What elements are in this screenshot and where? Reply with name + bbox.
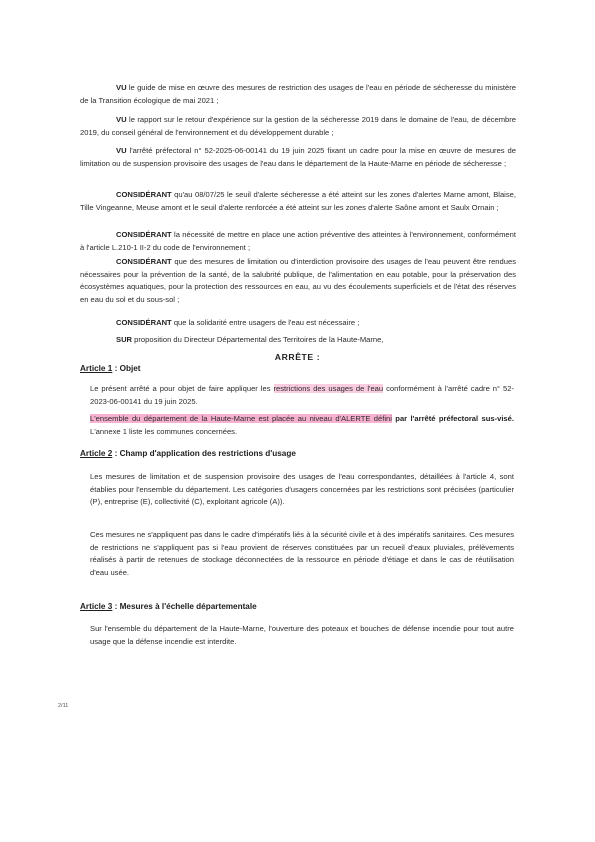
article-1-paragraph-1 xyxy=(90,383,514,408)
article-3-title: : Mesures à l'échelle départementale xyxy=(112,602,257,611)
considerant-keyword: CONSIDÉRANT xyxy=(116,230,172,239)
article-3-label: Article 3 xyxy=(80,602,113,611)
article-3-heading xyxy=(80,602,257,611)
article-2-paragraph-1 xyxy=(90,471,514,509)
vu-keyword: VU xyxy=(116,83,127,92)
highlighted-alerte-level: L'ensemble du département de la Haute-Marne est placée au niveau d'ALERTE défini xyxy=(90,414,392,423)
vu-guide-text: le guide de mise en œuvre des mesures de restriction des usages de l'eau en période de sécheresse du ministère de la Transition écologique de mai 2021 ; xyxy=(80,83,516,105)
article-3-paragraph-1 xyxy=(90,623,514,648)
article-1-title: : Objet xyxy=(112,364,141,373)
sur-keyword: SUR xyxy=(116,335,133,344)
article-2-title: : Champ d'application des restrictions d'usage xyxy=(112,449,296,458)
considerant-keyword: CONSIDÉRANT xyxy=(116,318,172,327)
article-2-heading xyxy=(80,449,296,458)
sur-proposition-text: proposition du Directeur Départemental des Territoires de la Haute-Marne, xyxy=(132,335,384,344)
vu-keyword: VU xyxy=(116,146,127,155)
considerant-seuil-paragraph xyxy=(80,189,516,214)
article-1-text-a: Le présent arrêté a pour objet de faire appliquer les xyxy=(90,384,274,393)
considerant-keyword: CONSIDÉRANT xyxy=(116,190,172,199)
considerant-necessite-text: la nécessité de mettre en place une action préventive des atteintes à l'environnement, conformément à l'article L.210-1 II-2 du code de l'environnement ; xyxy=(80,230,516,252)
considerant-solidarite-text: que la solidarité entre usagers de l'eau est nécessaire ; xyxy=(171,318,360,327)
vu-arrete-paragraph xyxy=(80,145,516,170)
vu-keyword: VU xyxy=(116,115,127,124)
annexe-note: L'annexe 1 liste les communes concernées. xyxy=(90,426,238,436)
article-1-bold-text: par l'arrêté préfectoral sus-visé. xyxy=(391,414,514,423)
article-2-text-1: Les mesures de limitation et de suspension provisoire des usages de l'eau correspondantes, détaillées à l'article 4, sont établies pour l'ensemble du département. Les catégories d'usagers concernées par les restrictions sont précisées (particulier (P), entreprise (E), collectivité (C), exploitant agricole (A)). xyxy=(90,472,514,507)
article-1-label: Article 1 xyxy=(80,364,113,373)
considerant-mesures-text: que des mesures de limitation ou d'interdiction provisoire des usages de l'eau peuvent être rendues nécessaires pour la prévention de la santé, de la salubrité publique, de l'alimentation en eau potable, pour la préservation des écosystèmes aquatiques, pour la protection des ressources en eau, au vu des écoulements superficiels et de l'état des réserves en eau du sol et du sous-sol ; xyxy=(80,257,516,304)
vu-guide-paragraph xyxy=(80,82,516,107)
article-1-paragraph-2 xyxy=(90,413,514,438)
article-1-text-b: conformément à l'arrêté cadre n° 52-2023-06-00141 du 19 juin 2025. xyxy=(90,384,514,406)
considerant-mesures-paragraph xyxy=(80,256,516,306)
article-2-label: Article 2 xyxy=(80,449,113,458)
considerant-keyword: CONSIDÉRANT xyxy=(116,257,172,266)
considerant-solidarite-paragraph xyxy=(80,317,516,330)
vu-arrete-text: l'arrêté préfectoral n° 52-2025-06-00141 du 19 juin 2025 fixant un cadre pour la mise en œuvre de mesures de limitation ou de suspension provisoire des usages de l'eau dans le département de la Haute-Marne en période de sécheresse ; xyxy=(80,146,516,168)
arrete-heading: ARRÊTE : xyxy=(274,352,321,362)
page-number: 2/11 xyxy=(58,703,69,709)
sur-proposition-paragraph xyxy=(80,334,516,347)
vu-rapport-paragraph xyxy=(80,114,516,139)
article-1-heading xyxy=(80,364,141,373)
considerant-seuil-text: qu'au 08/07/25 le seuil d'alerte sécheresse a été atteint sur les zones d'alertes Marne amont, Blaise, Tille Vingeanne, Meuse amont et le seuil d'alerte renforcée a été atteint sur les zones d'alerte Saône amont et Saulx Ornain ; xyxy=(80,190,516,212)
article-2-paragraph-2 xyxy=(90,529,514,579)
highlighted-restrictions: restrictions des usages de l'eau xyxy=(273,384,384,393)
vu-rapport-text: le rapport sur le retour d'expérience sur la gestion de la sécheresse 2019 dans le domaine de l'eau, de décembre 2019, du conseil général de l'environnement et du développement durable ; xyxy=(80,115,516,137)
article-3-text-1: Sur l'ensemble du département de la Haute-Marne, l'ouverture des poteaux et bouches de défense incendie pour tout autre usage que la défense incendie est interdite. xyxy=(90,624,514,646)
article-2-text-2: Ces mesures ne s'appliquent pas dans le cadre d'impératifs liés à la sécurité civile et à des impératifs sanitaires. Ces mesures de restrictions ne s'appliquent pas si l'eau provient de réserves constituées par un recueil d'eaux pluviales, prélèvements réalisés à partir de retenues de stockage déconnectées de la ressource en période d'étiage et dans le cas de réutilisation d'eau usée. xyxy=(90,530,514,577)
considerant-necessite-paragraph xyxy=(80,229,516,254)
